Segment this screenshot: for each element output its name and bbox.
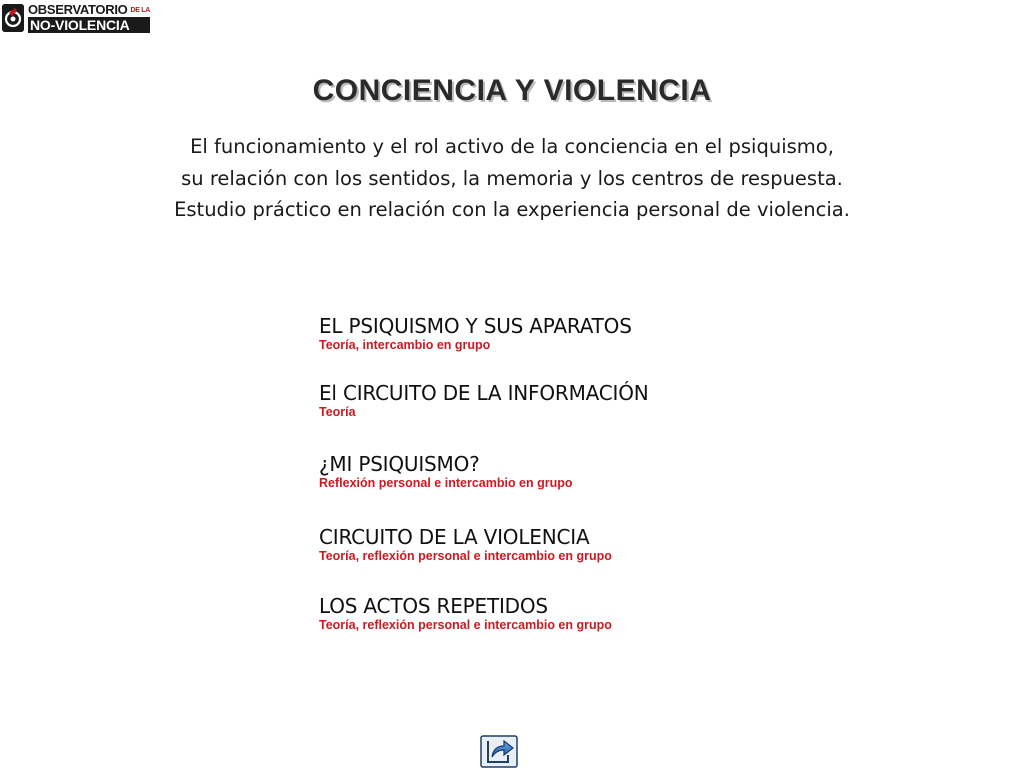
subtitle [0,131,1024,226]
section-item [319,450,573,490]
subtitle-line: su relación con los sentidos, la memoria y los centros de respuesta. [181,166,843,190]
logo [2,2,162,34]
section-item [319,592,612,632]
section-heading: LOS ACTOS REPETIDOS [319,594,548,618]
logo-line2: NO-VIOLENCIA [28,17,150,33]
section-heading: El CIRCUITO DE LA INFORMACIÓN [319,381,649,405]
section-item [319,379,649,419]
logo-text [28,3,150,33]
subtitle-line: Estudio práctico en relación con la experiencia personal de violencia. [174,198,850,221]
section-note: Teoría, intercambio en grupo [319,338,491,352]
page-title: CONCIENCIA Y VIOLENCIA [312,74,712,107]
section-heading: CIRCUITO DE LA VIOLENCIA [319,525,590,549]
logo-mark-icon [2,4,24,32]
logo-line1-text: OBSERVATORIO [28,2,128,17]
section-note: Teoría, reflexión personal e intercambio en grupo [319,618,612,632]
section-note: Teoría [319,405,356,419]
forward-arrow-icon[interactable] [480,735,518,768]
section-heading: ¿MI PSIQUISMO? [319,452,480,476]
section-item [319,312,632,352]
section-note: Reflexión personal e intercambio en grupo [319,476,573,490]
section-item [319,523,612,563]
logo-line1 [28,3,150,16]
logo-line1-sup: DE LA [130,7,150,14]
section-note: Teoría, reflexión personal e intercambio en grupo [319,549,612,563]
subtitle-line: El funcionamiento y el rol activo de la conciencia en el psiquismo, [190,135,834,158]
section-heading: EL PSIQUISMO Y SUS APARATOS [319,314,632,338]
